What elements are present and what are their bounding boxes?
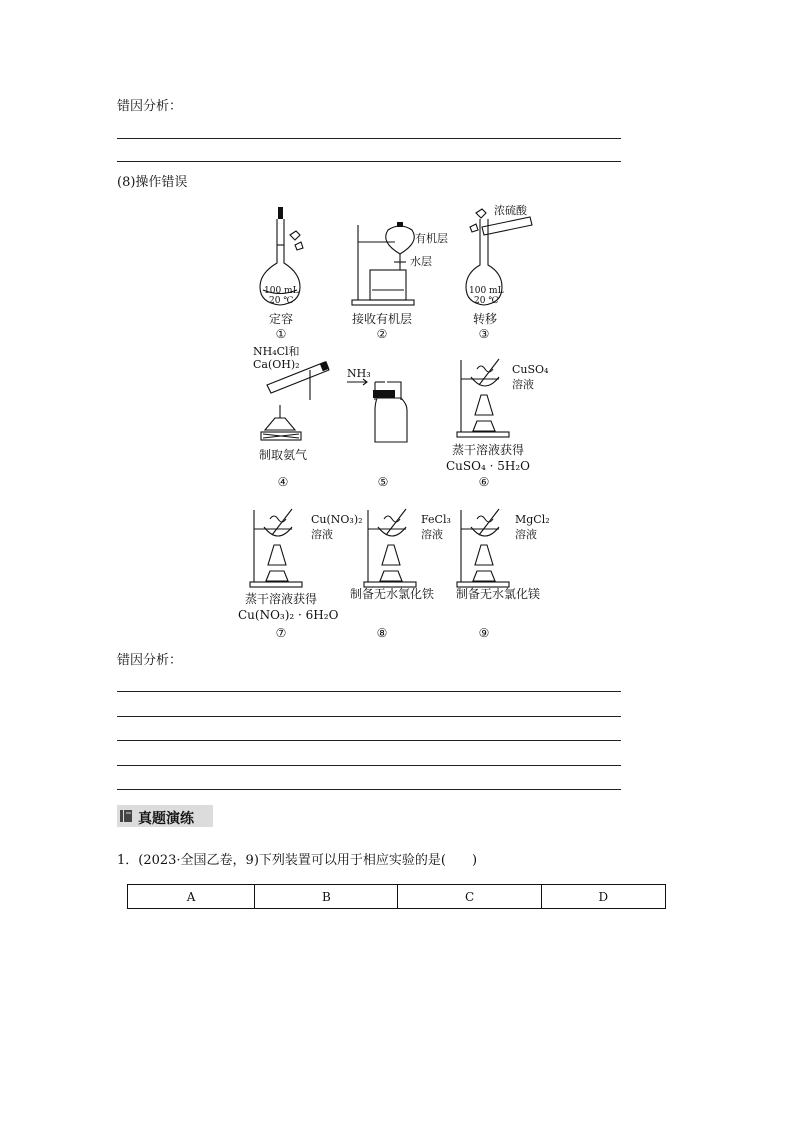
answer-line: [117, 161, 621, 162]
figure-9-number: ⑨: [478, 626, 490, 640]
section-8-title: (8)操作错误: [117, 175, 188, 190]
answer-line: [117, 740, 621, 741]
option-header-a: A: [128, 885, 255, 909]
option-header-b: B: [255, 885, 398, 909]
figure-1-number: ①: [275, 327, 287, 341]
figure-5-gas-bottle: [345, 367, 415, 450]
figure-4-ammonia-setup: [255, 360, 345, 445]
figure-5-number: ⑤: [377, 475, 389, 489]
figure-9-caption: 制备无水氯化镁: [455, 587, 540, 601]
figure-3-label-acid: 浓硫酸: [494, 204, 527, 217]
document-icon: [120, 810, 132, 822]
figure-6-label-line1: CuSO₄: [512, 363, 549, 376]
figure-9-label-line1: MgCl₂: [515, 513, 550, 526]
figure-2-number: ②: [376, 327, 388, 341]
figure-7-label-line2: 溶液: [311, 528, 333, 541]
figure-6-caption-line1: 蒸干溶液获得: [451, 443, 524, 457]
figure-8-caption: 制备无水氯化铁: [349, 587, 434, 601]
figure-6-label-line2: 溶液: [512, 378, 534, 391]
figure-8-label-line1: FeCl₃: [421, 513, 451, 526]
figure-9-evaporation: [455, 505, 515, 590]
figure-7-number: ⑦: [275, 626, 287, 640]
figure-4-number: ④: [277, 475, 289, 489]
question-1: 1．(2023·全国乙卷，9)下列装置可以用于相应实验的是( ): [117, 853, 478, 868]
practice-heading: 真题演练: [138, 811, 194, 827]
figure-3-caption: 转移: [472, 312, 497, 326]
error-analysis-label-2: 错因分析：: [117, 653, 183, 668]
figure-4-label-line1: NH₄Cl和: [253, 345, 300, 358]
answer-line: [117, 138, 621, 139]
table-row: [128, 885, 666, 909]
answer-line: [117, 765, 621, 766]
error-analysis-label-1: 错因分析：: [117, 99, 183, 114]
options-table: [127, 884, 666, 909]
figure-7-evaporation: [248, 505, 308, 590]
figure-1-temp: 20 ℃: [269, 296, 294, 306]
option-header-d: D: [541, 885, 665, 909]
figure-1-caption: 定容: [268, 312, 293, 326]
figure-8-label-line2: 溶液: [421, 528, 443, 541]
figure-6-caption-line2: CuSO₄ · 5H₂O: [446, 459, 530, 473]
figure-8-evaporation: [362, 505, 422, 590]
figure-6-number: ⑥: [478, 475, 490, 489]
answer-line: [117, 716, 621, 717]
figure-1-volume: 100 mL: [264, 286, 299, 296]
figure-4-caption: 制取氨气: [258, 448, 307, 462]
figure-7-label-line1: Cu(NO₃)₂: [311, 513, 363, 526]
figure-3-number: ③: [478, 327, 490, 341]
figure-4-label-line2: Ca(OH)₂: [253, 358, 300, 371]
figure-3-volume: 100 mL: [469, 286, 504, 296]
figure-7-caption-line1: 蒸干溶液获得: [244, 592, 317, 606]
answer-line: [117, 789, 621, 790]
option-header-c: C: [398, 885, 541, 909]
figure-5-label-nh3: NH₃: [347, 367, 371, 380]
figure-3-temp: 20 ℃: [474, 296, 499, 306]
figure-6-evaporation: [455, 355, 515, 440]
answer-line: [117, 691, 621, 692]
figure-2-caption: 接收有机层: [351, 312, 412, 326]
figure-2-label-water: 水层: [410, 255, 432, 268]
figure-2-label-organic: 有机层: [415, 232, 448, 245]
figure-7-caption-line2: Cu(NO₃)₂ · 6H₂O: [238, 608, 339, 622]
figure-8-number: ⑧: [376, 626, 388, 640]
figure-9-label-line2: 溶液: [515, 528, 537, 541]
